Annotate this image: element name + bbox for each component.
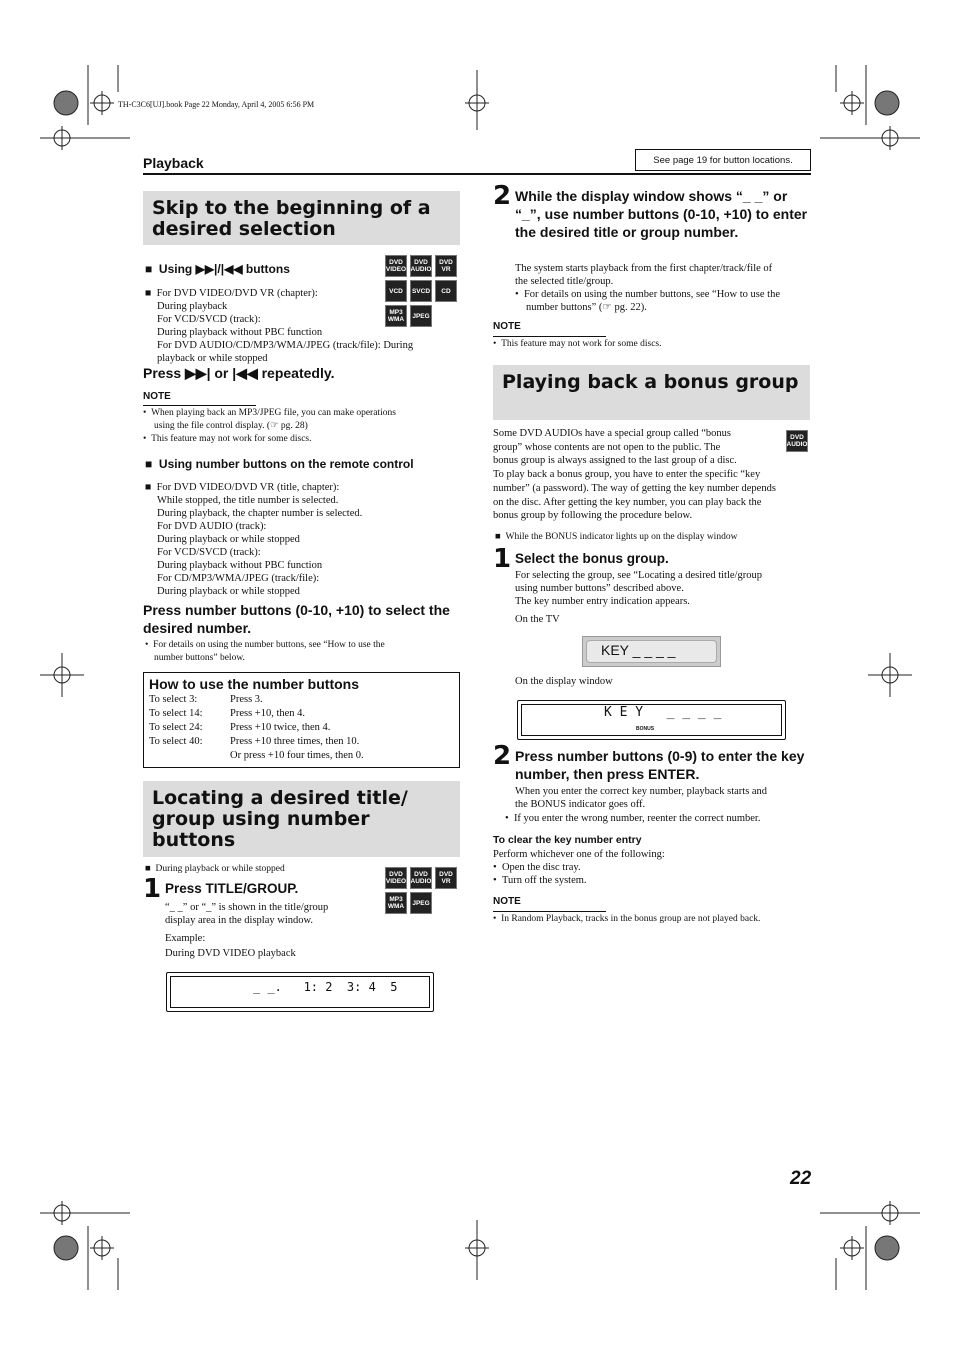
locate-format-icons <box>385 867 457 914</box>
step-1-number: 1 <box>143 874 162 904</box>
dvd-vr-icon: DVD VR <box>435 255 457 277</box>
skip-description: ■ For DVD VIDEO/DVD VR (chapter): During playback For VCD/SVCD (track): During playback without PBC function For DVD AUDIO/CD/MP3/WMA/JPEG (track/file): During playback or while stopped <box>145 288 414 364</box>
desc-line: The key number entry indication appears. <box>515 596 690 607</box>
row-value: Or press +10 four times, then 0. <box>230 750 364 761</box>
details-line: number buttons” below. <box>154 653 245 663</box>
desc-line: Perform whichever one of the following: <box>493 849 665 860</box>
para-line: bonus group is always assigned to the last group of a disc. <box>493 455 737 467</box>
para-line: group” whose contents are not open to the public. The <box>493 441 721 453</box>
table-row <box>149 707 364 721</box>
number-description: ■ For DVD VIDEO/DVD VR (title, chapter): While stopped, the title number is selected. During playback, the chapter number is selected. For DVD AUDIO (track): During playback or while stopped For VCD/SVCD (track): During playback without PBC function For CD/MP3/WMA/JPEG (track/file): During playback or while stopped <box>145 482 363 597</box>
book-info: TH-C3C6[UJ].book Page 22 Monday, April 4, 2005 6:56 PM <box>118 100 315 109</box>
display-window-example <box>166 972 434 1012</box>
bonus-description <box>493 427 813 523</box>
number-line: For CD/MP3/WMA/JPEG (track/file): <box>157 573 320 584</box>
row-label: To select 14: <box>149 708 203 719</box>
desc-line: the BONUS indicator goes off. <box>515 799 646 810</box>
locate-heading: Locating a desired title/ group using number buttons <box>143 781 460 857</box>
mp3-wma-icon: MP3 WMA <box>385 892 407 914</box>
desc-line: number buttons” (☞ pg. 22). <box>526 302 647 313</box>
row-value: Press +10, then 4. <box>230 708 306 719</box>
bonus-step-1-instruction: Select the bonus group. <box>515 551 669 566</box>
dvd-video-icon: DVD VIDEO <box>385 867 407 889</box>
jpeg-icon: JPEG <box>410 305 432 327</box>
row-value: Press +10 twice, then 4. <box>230 722 331 733</box>
number-line: During playback or while stopped <box>157 586 300 597</box>
number-line: For VCD/SVCD (track): <box>157 547 261 558</box>
note-line: This feature may not work for some discs. <box>501 339 662 349</box>
desc-line: On the TV <box>515 614 560 625</box>
step-2-instruction: While the display window shows “_ _” or “_”, use number buttons (0-10, +10) to enter the desired title or group number. <box>515 188 808 240</box>
details-note: • For details on using the number buttons, see “How to use the number buttons” below. <box>145 640 385 663</box>
bonus-indicator: BONUS <box>636 726 655 732</box>
para-line: To play back a bonus group, you have to enter the specific “key <box>493 469 761 481</box>
dvd-audio-icon: DVD AUDIO <box>410 867 432 889</box>
dvd-audio-icon: DVD AUDIO <box>410 255 432 277</box>
para-line: number” (a password). The way of getting the key number depends <box>493 482 776 494</box>
jpeg-icon: JPEG <box>410 892 432 914</box>
note-line: In Random Playback, tracks in the bonus group are not played back. <box>501 914 761 924</box>
skip-line: For VCD/SVCD (track): <box>157 314 261 325</box>
skip-line: playback or while stopped <box>157 353 268 364</box>
bonus-display-window <box>517 700 786 740</box>
number-line: For DVD VIDEO/DVD VR (title, chapter): <box>156 482 340 493</box>
tv-screen <box>582 636 721 667</box>
locate-note-label: NOTE <box>493 321 521 332</box>
note-rule <box>143 405 256 406</box>
clear-key-description: Perform whichever one of the following: • Open the disc tray. • Turn off the system. <box>493 849 665 886</box>
skip-line: For DVD AUDIO/CD/MP3/WMA/JPEG (track/file): During <box>157 340 414 351</box>
row-label <box>149 749 230 763</box>
bonus-note-label: NOTE <box>493 896 521 907</box>
number-line: During playback without PBC function <box>157 560 323 571</box>
note-line: When playing back an MP3/JPEG file, you can make operations <box>151 408 396 418</box>
skip-line: For DVD VIDEO/DVD VR (chapter): <box>156 288 318 299</box>
number-line: For DVD AUDIO (track): <box>157 521 267 532</box>
using-number-subheading: ■ Using number buttons on the remote control <box>145 457 414 471</box>
using-buttons-subheading: ■ Using ▶▶|/|◀◀ buttons <box>145 262 290 276</box>
para-line: bonus group by following the procedure below. <box>493 510 693 522</box>
step-2-description: The system starts playback from the first chapter/track/file of the selected title/group. • For details on using the number buttons, see “How to use the number buttons” (☞ pg. 22). <box>515 263 780 313</box>
dvd-audio-icon: DVD AUDIO <box>786 430 808 452</box>
skip-note-label: NOTE <box>143 391 171 402</box>
skip-heading: Skip to the beginning of a desired selection <box>143 191 460 245</box>
row-label: To select 40: <box>149 736 203 747</box>
number-line: While stopped, the title number is selected. <box>157 495 339 506</box>
see-page-note: See page 19 for button locations. <box>635 149 811 171</box>
desc-line: During DVD VIDEO playback <box>165 948 296 959</box>
table-row <box>149 749 364 763</box>
desc-line: For details on using the number buttons, see “How to use the <box>523 289 780 300</box>
table-row <box>149 693 364 707</box>
bonus-note: • In Random Playback, tracks in the bonus group are not played back. <box>493 914 761 924</box>
bonus-step-1-description <box>515 569 762 626</box>
para-line: Some DVD AUDIOs have a special group called “bonus <box>493 428 731 439</box>
desc-line: Open the disc tray. <box>501 862 581 873</box>
row-value: Press +10 three times, then 10. <box>230 736 360 747</box>
number-line: During playback or while stopped <box>157 534 300 545</box>
table-row <box>149 721 364 735</box>
note-line: using the file control display. (☞ pg. 28) <box>154 421 308 431</box>
step-1-instruction: Press TITLE/GROUP. <box>165 881 299 896</box>
table-row <box>149 735 364 749</box>
bonus-step-2-instruction: Press number buttons (0-9) to enter the key number, then press ENTER. <box>515 748 805 782</box>
bonus-step-1-number: 1 <box>493 544 512 574</box>
number-line: During playback, the chapter number is selected. <box>157 508 363 519</box>
row-label: To select 24: <box>149 722 203 733</box>
step-1-description <box>165 901 328 960</box>
details-line: For details on using the number buttons, see “How to use the <box>153 640 385 650</box>
tv-key-entry: KEY _ _ _ _ <box>586 640 717 663</box>
condition-text: During playback or while stopped <box>155 864 285 874</box>
vcd-icon: VCD <box>385 280 407 302</box>
row-value: Press 3. <box>230 694 263 705</box>
note-rule <box>493 911 606 912</box>
how-to-table <box>149 693 364 763</box>
dvd-vr-icon: DVD VR <box>435 867 457 889</box>
bonus-step-2-description <box>515 785 767 811</box>
desc-line: Example: <box>165 933 206 944</box>
desc-line: Turn off the system. <box>501 875 587 886</box>
cd-icon: CD <box>435 280 457 302</box>
row-label: To select 3: <box>149 694 198 705</box>
indicator-text: While the BONUS indicator lights up on the display window <box>505 532 738 542</box>
skip-line: During playback <box>157 301 228 312</box>
skip-line: During playback without PBC function <box>157 327 323 338</box>
using-buttons-label: Using ▶▶|/|◀◀ buttons <box>158 262 290 276</box>
bonus-indicator-condition: ■ While the BONUS indicator lights up on the display window <box>495 532 738 542</box>
svcd-icon: SVCD <box>410 280 432 302</box>
bonus-heading: Playing back a bonus group <box>493 365 810 420</box>
locate-condition: ■ During playback or while stopped <box>145 864 285 874</box>
desc-line: The system starts playback from the first chapter/track/file of <box>515 263 773 274</box>
clear-key-title: To clear the key number entry <box>493 834 642 846</box>
section-title: Playback <box>143 155 204 171</box>
desc-line: For selecting the group, see “Locating a desired title/group <box>515 570 762 581</box>
desc-line: “_ _” or “_” is shown in the title/group <box>165 902 329 913</box>
mp3-wma-icon: MP3 WMA <box>385 305 407 327</box>
bonus-step-2-bullet: • If you enter the wrong number, reenter the correct number. <box>505 813 761 824</box>
on-display-window-label: On the display window <box>515 676 613 687</box>
how-to-box <box>143 672 460 768</box>
how-to-title: How to use the number buttons <box>149 676 359 692</box>
bonus-display-text: K E Y _ _ _ _ <box>604 705 722 720</box>
desc-line: When you enter the correct key number, playback starts and <box>515 786 768 797</box>
skip-notes: • When playing back an MP3/JPEG file, you can make operations using the file control display. (☞ pg. 28) • This feature may not work for some discs. <box>143 407 453 446</box>
desc-line: If you enter the wrong number, reenter the correct number. <box>513 813 761 824</box>
header-rule <box>143 173 811 175</box>
using-number-label: Using number buttons on the remote control <box>158 457 414 471</box>
step-2-number: 2 <box>493 181 512 211</box>
note-rule <box>493 336 606 337</box>
display-text: _ _. 1: 2 3: 4 5 <box>253 980 398 994</box>
locate-note: • This feature may not work for some discs. <box>493 339 662 349</box>
bonus-step-2-number: 2 <box>493 741 512 771</box>
desc-line: display area in the display window. <box>165 915 314 926</box>
press-number-instruction: Press number buttons (0-10, +10) to select the desired number. <box>143 602 450 636</box>
desc-line: using number buttons” described above. <box>515 583 684 594</box>
press-repeatedly-instruction: Press ▶▶| or |◀◀ repeatedly. <box>143 365 335 381</box>
para-line: on the disc. After getting the key number, you can play back the <box>493 496 762 508</box>
note-line: This feature may not work for some discs. <box>151 434 312 444</box>
desc-line: the selected title/group. <box>515 276 614 287</box>
dvd-video-icon: DVD VIDEO <box>385 255 407 277</box>
page-number: 22 <box>790 1168 812 1189</box>
